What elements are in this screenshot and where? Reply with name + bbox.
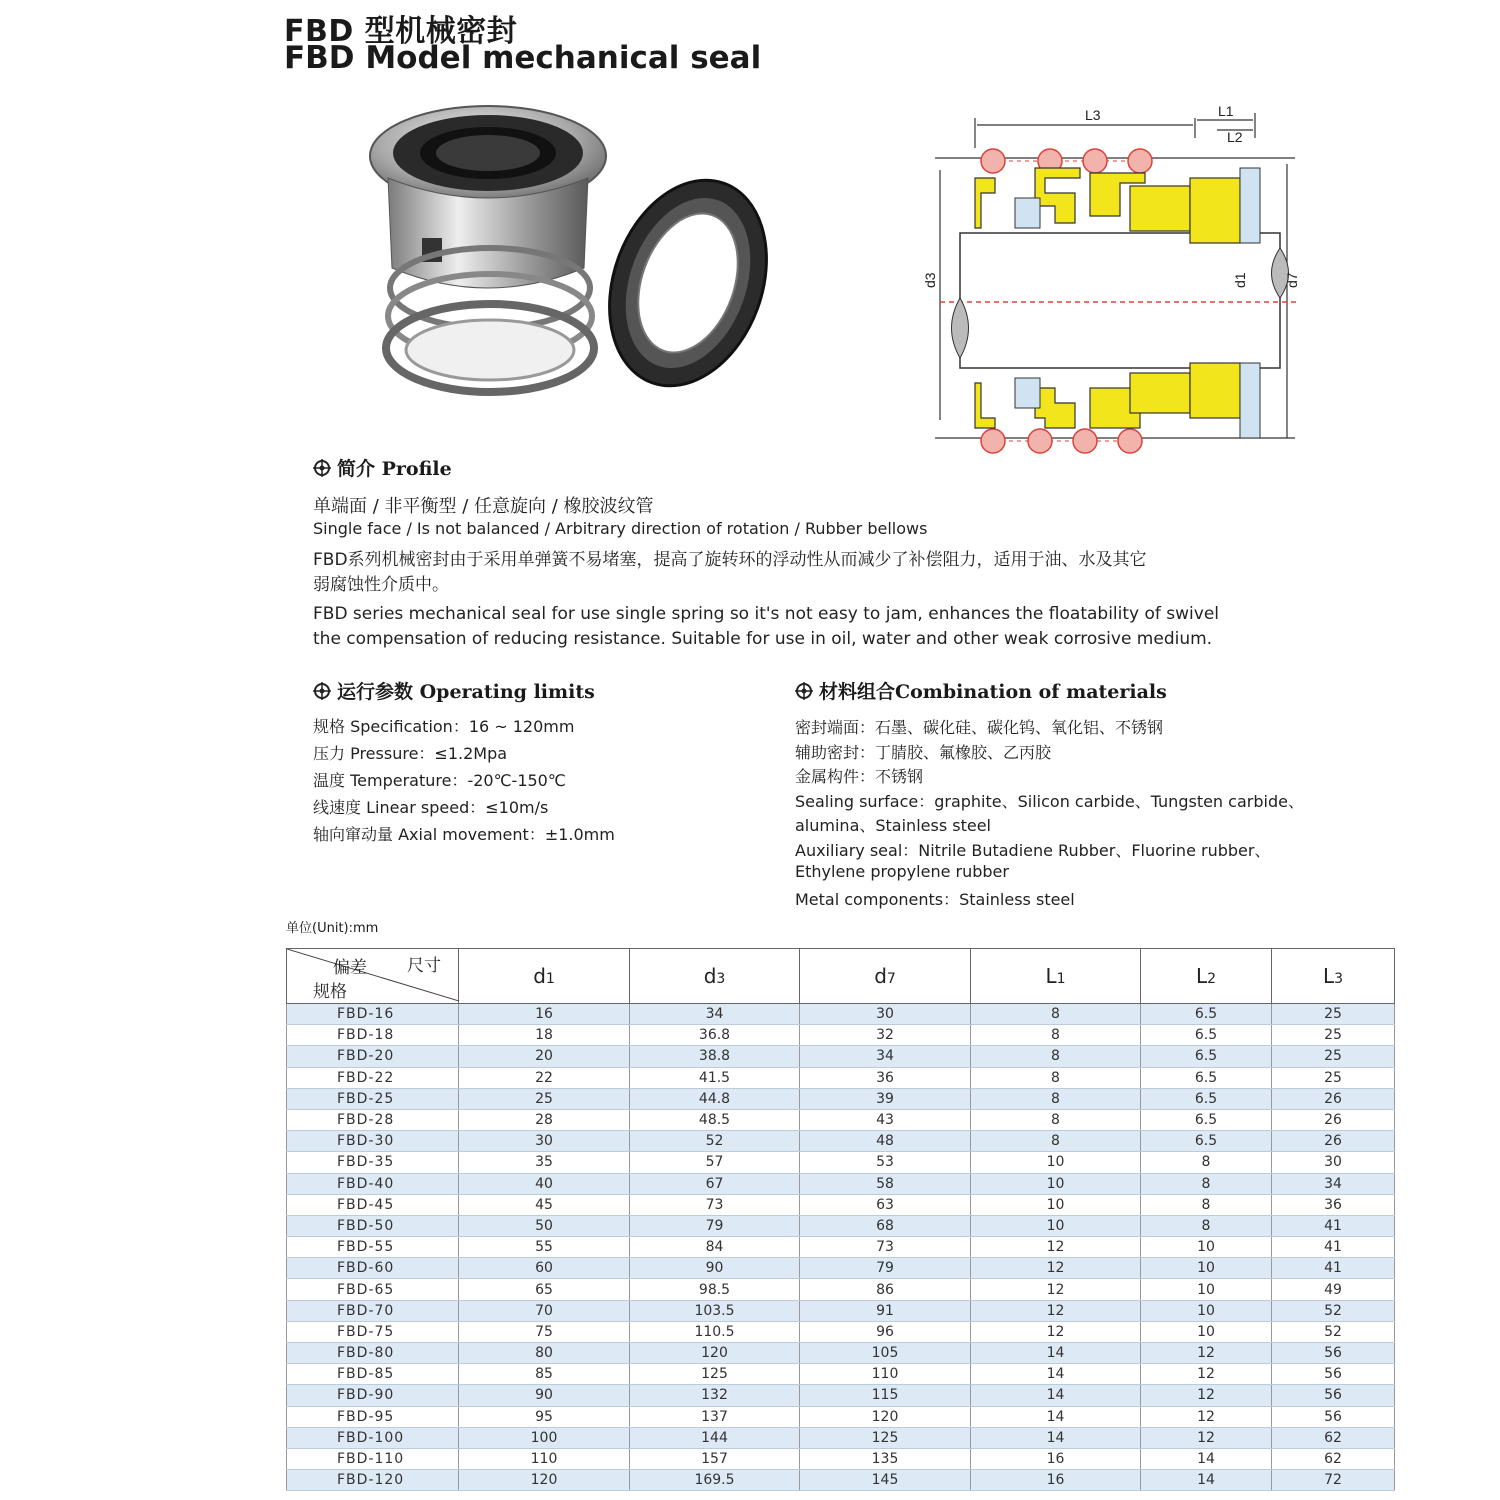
temperature-line: 温度 Temperature：-20℃-150℃ xyxy=(313,771,566,790)
table-row xyxy=(287,1131,1395,1152)
cell-l2: 8 xyxy=(1141,1173,1272,1194)
cell-d3: 73 xyxy=(630,1194,800,1215)
cell-l2: 12 xyxy=(1141,1427,1272,1448)
cell-d3: 90 xyxy=(630,1258,800,1279)
cell-l1: 12 xyxy=(971,1279,1141,1300)
table-row xyxy=(287,1194,1395,1215)
cell-d7: 68 xyxy=(800,1215,971,1236)
cell-model: FBD-22 xyxy=(287,1067,459,1088)
cell-d1: 110 xyxy=(459,1448,630,1469)
cell-d1: 75 xyxy=(459,1321,630,1342)
cell-d7: 63 xyxy=(800,1194,971,1215)
materials-line: 辅助密封：丁腈胶、氟橡胶、乙丙胶 xyxy=(795,742,1052,762)
cell-l2: 14 xyxy=(1141,1470,1272,1491)
profile-description-cn xyxy=(313,548,1333,598)
target-icon xyxy=(313,459,331,477)
cell-l3: 26 xyxy=(1272,1109,1395,1130)
cell-l3: 41 xyxy=(1272,1258,1395,1279)
header-d7: d7 xyxy=(800,949,971,1004)
cell-l2: 10 xyxy=(1141,1321,1272,1342)
cell-d7: 43 xyxy=(800,1109,971,1130)
cell-model: FBD-90 xyxy=(287,1385,459,1406)
cell-l1: 8 xyxy=(971,1067,1141,1088)
cell-d1: 18 xyxy=(459,1025,630,1046)
operating-limits-heading xyxy=(313,677,595,704)
cell-l3: 56 xyxy=(1272,1406,1395,1427)
axial-movement-line: 轴向窜动量 Axial movement：±1.0mm xyxy=(313,825,615,844)
profile-heading-text: 简介 Profile xyxy=(337,458,452,480)
materials-heading xyxy=(795,677,1167,704)
cell-l1: 8 xyxy=(971,1109,1141,1130)
cell-d1: 16 xyxy=(459,1004,630,1025)
profile-desc-en-line2: the compensation of reducing resistance. Suitable for use in oil, water and other weak corrosive medium. xyxy=(313,629,1213,649)
cell-d3: 38.8 xyxy=(630,1046,800,1067)
cell-d3: 103.5 xyxy=(630,1300,800,1321)
profile-features-en: Single face / Is not balanced / Arbitrary direction of rotation / Rubber bellows xyxy=(313,519,928,538)
cell-l2: 10 xyxy=(1141,1300,1272,1321)
cell-d3: 132 xyxy=(630,1385,800,1406)
cell-l2: 6.5 xyxy=(1141,1046,1272,1067)
cell-model: FBD-120 xyxy=(287,1470,459,1491)
cell-d7: 34 xyxy=(800,1046,971,1067)
cell-d7: 32 xyxy=(800,1025,971,1046)
cell-d3: 79 xyxy=(630,1215,800,1236)
cell-d3: 57 xyxy=(630,1152,800,1173)
table-row xyxy=(287,1470,1395,1491)
cell-d7: 48 xyxy=(800,1131,971,1152)
cell-d1: 28 xyxy=(459,1109,630,1130)
cell-d1: 90 xyxy=(459,1385,630,1406)
cell-d7: 105 xyxy=(800,1343,971,1364)
cell-l3: 26 xyxy=(1272,1088,1395,1109)
cell-d3: 110.5 xyxy=(630,1321,800,1342)
cell-l2: 8 xyxy=(1141,1152,1272,1173)
cell-d1: 100 xyxy=(459,1427,630,1448)
cell-d7: 53 xyxy=(800,1152,971,1173)
dim-d7-label: d7 xyxy=(1284,272,1300,288)
cell-l3: 62 xyxy=(1272,1448,1395,1469)
materials-line: alumina、Stainless steel xyxy=(795,816,991,835)
cell-l2: 6.5 xyxy=(1141,1131,1272,1152)
cell-l2: 10 xyxy=(1141,1279,1272,1300)
cell-l2: 12 xyxy=(1141,1406,1272,1427)
cell-l1: 10 xyxy=(971,1173,1141,1194)
table-row xyxy=(287,1385,1395,1406)
materials-heading-text: 材料组合Combination of materials xyxy=(819,681,1167,703)
cell-d1: 95 xyxy=(459,1406,630,1427)
materials-list xyxy=(795,715,1304,911)
cell-model: FBD-60 xyxy=(287,1258,459,1279)
table-row xyxy=(287,1300,1395,1321)
profile-heading xyxy=(313,454,452,481)
linear-speed-line: 线速度 Linear speed：≤10m/s xyxy=(313,798,549,817)
cell-l2: 6.5 xyxy=(1141,1025,1272,1046)
cell-d3: 98.5 xyxy=(630,1279,800,1300)
cell-d7: 110 xyxy=(800,1364,971,1385)
cell-l1: 8 xyxy=(971,1046,1141,1067)
cell-l3: 26 xyxy=(1272,1131,1395,1152)
table-row xyxy=(287,1321,1395,1342)
cell-l1: 12 xyxy=(971,1300,1141,1321)
cell-l1: 10 xyxy=(971,1194,1141,1215)
cell-l1: 14 xyxy=(971,1343,1141,1364)
materials-line: Metal components：Stainless steel xyxy=(795,889,1075,909)
table-row xyxy=(287,1237,1395,1258)
cell-d1: 30 xyxy=(459,1131,630,1152)
cell-d1: 60 xyxy=(459,1258,630,1279)
table-row xyxy=(287,1406,1395,1427)
cell-model: FBD-30 xyxy=(287,1131,459,1152)
cell-d7: 145 xyxy=(800,1470,971,1491)
dim-d3-label: d3 xyxy=(922,272,938,288)
materials-line: Sealing surface：graphite、Silicon carbide、Tungsten carbide、 xyxy=(795,791,1304,811)
cell-d7: 39 xyxy=(800,1088,971,1109)
cell-l2: 12 xyxy=(1141,1385,1272,1406)
cell-d1: 120 xyxy=(459,1470,630,1491)
seal-product-photo xyxy=(350,98,780,428)
header-d1: d1 xyxy=(459,949,630,1004)
table-row xyxy=(287,1088,1395,1109)
cell-d1: 45 xyxy=(459,1194,630,1215)
cell-model: FBD-100 xyxy=(287,1427,459,1448)
table-row xyxy=(287,1004,1395,1025)
cell-d3: 44.8 xyxy=(630,1088,800,1109)
cell-d7: 120 xyxy=(800,1406,971,1427)
corner-deviation: 偏差 xyxy=(333,958,367,978)
cell-model: FBD-20 xyxy=(287,1046,459,1067)
cell-model: FBD-110 xyxy=(287,1448,459,1469)
cell-d7: 135 xyxy=(800,1448,971,1469)
cell-l3: 25 xyxy=(1272,1067,1395,1088)
cell-d3: 137 xyxy=(630,1406,800,1427)
materials-line: 金属构件：不锈钢 xyxy=(795,767,924,786)
cell-d3: 36.8 xyxy=(630,1025,800,1046)
table-row xyxy=(287,1364,1395,1385)
cell-model: FBD-85 xyxy=(287,1364,459,1385)
cell-model: FBD-75 xyxy=(287,1321,459,1342)
cell-l1: 12 xyxy=(971,1258,1141,1279)
cell-l3: 62 xyxy=(1272,1427,1395,1448)
cell-l1: 12 xyxy=(971,1321,1141,1342)
cell-l3: 30 xyxy=(1272,1152,1395,1173)
cell-d7: 73 xyxy=(800,1237,971,1258)
target-icon xyxy=(795,682,813,700)
cell-l1: 14 xyxy=(971,1385,1141,1406)
cell-d1: 22 xyxy=(459,1067,630,1088)
materials-line: Auxiliary seal：Nitrile Butadiene Rubber、Fluorine rubber、 xyxy=(795,840,1271,860)
cell-l3: 52 xyxy=(1272,1321,1395,1342)
spec-line: 规格 Specification：16 ~ 120mm xyxy=(313,717,575,736)
cell-model: FBD-45 xyxy=(287,1194,459,1215)
cell-l3: 56 xyxy=(1272,1364,1395,1385)
cell-l3: 49 xyxy=(1272,1279,1395,1300)
table-row xyxy=(287,1046,1395,1067)
cell-l1: 8 xyxy=(971,1004,1141,1025)
materials-line: 密封端面：石墨、碳化硅、碳化钨、氧化铝、不锈钢 xyxy=(795,718,1164,737)
cell-d3: 52 xyxy=(630,1131,800,1152)
cell-d7: 115 xyxy=(800,1385,971,1406)
cell-d1: 70 xyxy=(459,1300,630,1321)
cell-model: FBD-80 xyxy=(287,1343,459,1364)
operating-limits-list xyxy=(313,714,615,849)
profile-desc-en-line1: FBD series mechanical seal for use single spring so it's not easy to jam, enhances the floatability of swivel xyxy=(313,604,1220,624)
page-title-chinese: FBD 型机械密封 xyxy=(284,14,518,49)
cell-l2: 6.5 xyxy=(1141,1004,1272,1025)
table-row xyxy=(287,1279,1395,1300)
cell-l1: 12 xyxy=(971,1237,1141,1258)
cell-l2: 8 xyxy=(1141,1194,1272,1215)
profile-description-en xyxy=(313,602,1333,652)
header-l3: L3 xyxy=(1272,949,1395,1004)
seal-cross-section-diagram xyxy=(915,98,1310,468)
cell-l2: 12 xyxy=(1141,1343,1272,1364)
cell-d1: 35 xyxy=(459,1152,630,1173)
table-row xyxy=(287,1152,1395,1173)
page-title-english: FBD Model mechanical seal xyxy=(284,40,762,76)
profile-features-cn: 单端面 / 非平衡型 / 任意旋向 / 橡胶波纹管 xyxy=(313,496,654,517)
table-row xyxy=(287,1067,1395,1088)
cell-d1: 55 xyxy=(459,1237,630,1258)
cell-l2: 8 xyxy=(1141,1215,1272,1236)
cell-l2: 6.5 xyxy=(1141,1088,1272,1109)
cell-l3: 41 xyxy=(1272,1237,1395,1258)
table-row xyxy=(287,1173,1395,1194)
cell-l2: 12 xyxy=(1141,1364,1272,1385)
cell-model: FBD-18 xyxy=(287,1025,459,1046)
cell-model: FBD-50 xyxy=(287,1215,459,1236)
table-row xyxy=(287,1258,1395,1279)
dim-d1-label: d1 xyxy=(1232,272,1248,288)
corner-spec: 规格 xyxy=(313,982,347,1002)
table-row xyxy=(287,1109,1395,1130)
table-header-row xyxy=(287,949,1395,1004)
cell-model: FBD-55 xyxy=(287,1237,459,1258)
cell-d1: 20 xyxy=(459,1046,630,1067)
table-row xyxy=(287,1215,1395,1236)
cell-l1: 10 xyxy=(971,1152,1141,1173)
cell-d1: 40 xyxy=(459,1173,630,1194)
cell-d3: 169.5 xyxy=(630,1470,800,1491)
header-l2: L2 xyxy=(1141,949,1272,1004)
cell-model: FBD-25 xyxy=(287,1088,459,1109)
cell-d3: 157 xyxy=(630,1448,800,1469)
profile-desc-cn-line2: 弱腐蚀性介质中。 xyxy=(313,575,449,595)
cell-l2: 6.5 xyxy=(1141,1109,1272,1130)
dim-l2-label: L2 xyxy=(1227,129,1243,145)
cell-l3: 72 xyxy=(1272,1470,1395,1491)
cell-d3: 144 xyxy=(630,1427,800,1448)
cell-d7: 125 xyxy=(800,1427,971,1448)
profile-desc-cn-line1: FBD系列机械密封由于采用单弹簧不易堵塞，提高了旋转环的浮动性从而减少了补偿阻力，适用于油、水及其它 xyxy=(313,550,1147,570)
table-body xyxy=(287,1004,1395,1491)
cell-l2: 14 xyxy=(1141,1448,1272,1469)
cell-d3: 125 xyxy=(630,1364,800,1385)
cell-d1: 25 xyxy=(459,1088,630,1109)
cell-l2: 10 xyxy=(1141,1237,1272,1258)
cell-d7: 36 xyxy=(800,1067,971,1088)
cell-model: FBD-65 xyxy=(287,1279,459,1300)
cell-model: FBD-16 xyxy=(287,1004,459,1025)
cell-l3: 36 xyxy=(1272,1194,1395,1215)
cell-d3: 48.5 xyxy=(630,1109,800,1130)
cell-l1: 16 xyxy=(971,1470,1141,1491)
target-icon xyxy=(313,682,331,700)
cell-l3: 25 xyxy=(1272,1004,1395,1025)
cell-l1: 8 xyxy=(971,1025,1141,1046)
corner-size: 尺寸 xyxy=(407,956,441,976)
cell-d7: 30 xyxy=(800,1004,971,1025)
cell-l3: 52 xyxy=(1272,1300,1395,1321)
cell-d3: 84 xyxy=(630,1237,800,1258)
cell-d7: 96 xyxy=(800,1321,971,1342)
table-corner-header xyxy=(287,949,459,1004)
cell-d3: 34 xyxy=(630,1004,800,1025)
cell-l1: 16 xyxy=(971,1448,1141,1469)
cell-model: FBD-70 xyxy=(287,1300,459,1321)
cell-l3: 56 xyxy=(1272,1343,1395,1364)
cell-l1: 14 xyxy=(971,1406,1141,1427)
cell-l3: 56 xyxy=(1272,1385,1395,1406)
cell-l2: 6.5 xyxy=(1141,1067,1272,1088)
cell-model: FBD-40 xyxy=(287,1173,459,1194)
cell-l3: 34 xyxy=(1272,1173,1395,1194)
cell-l1: 8 xyxy=(971,1131,1141,1152)
operating-limits-heading-text: 运行参数 Operating limits xyxy=(337,681,595,703)
cell-model: FBD-35 xyxy=(287,1152,459,1173)
table-row xyxy=(287,1448,1395,1469)
cell-l1: 14 xyxy=(971,1427,1141,1448)
table-row xyxy=(287,1427,1395,1448)
cell-l3: 25 xyxy=(1272,1025,1395,1046)
dim-l3-label: L3 xyxy=(1085,107,1101,123)
table-row xyxy=(287,1025,1395,1046)
cell-d3: 41.5 xyxy=(630,1067,800,1088)
header-d3: d3 xyxy=(630,949,800,1004)
cell-d1: 65 xyxy=(459,1279,630,1300)
cell-d7: 58 xyxy=(800,1173,971,1194)
cell-d7: 79 xyxy=(800,1258,971,1279)
cell-d1: 50 xyxy=(459,1215,630,1236)
cell-d1: 85 xyxy=(459,1364,630,1385)
cell-l2: 10 xyxy=(1141,1258,1272,1279)
table-row xyxy=(287,1343,1395,1364)
cell-d7: 86 xyxy=(800,1279,971,1300)
cell-model: FBD-28 xyxy=(287,1109,459,1130)
cell-l3: 41 xyxy=(1272,1215,1395,1236)
materials-line: Ethylene propylene rubber xyxy=(795,862,1009,881)
cell-l1: 14 xyxy=(971,1364,1141,1385)
cell-l3: 25 xyxy=(1272,1046,1395,1067)
cell-d7: 91 xyxy=(800,1300,971,1321)
header-l1: L1 xyxy=(971,949,1141,1004)
dim-l1-label: L1 xyxy=(1218,103,1234,119)
cell-model: FBD-95 xyxy=(287,1406,459,1427)
cell-d1: 80 xyxy=(459,1343,630,1364)
cell-l1: 8 xyxy=(971,1088,1141,1109)
specification-table xyxy=(286,948,1395,1491)
cell-d3: 67 xyxy=(630,1173,800,1194)
cell-l1: 10 xyxy=(971,1215,1141,1236)
unit-label: 单位(Unit):mm xyxy=(286,921,379,936)
pressure-line: 压力 Pressure：≤1.2Mpa xyxy=(313,744,508,763)
cell-d3: 120 xyxy=(630,1343,800,1364)
